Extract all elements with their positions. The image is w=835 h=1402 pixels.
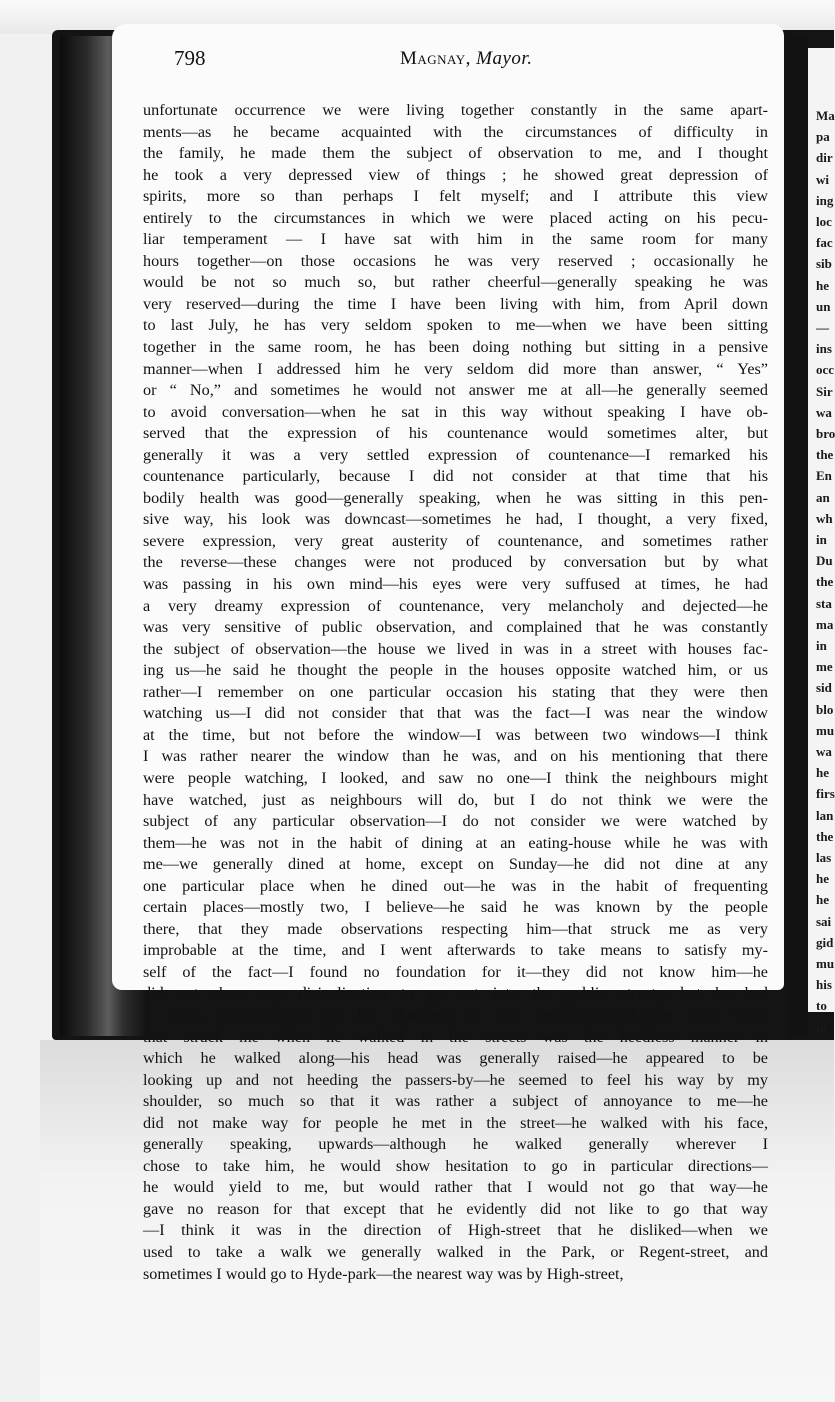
text-line: entirely to the circumstances in which we were placed acting on his pecu- <box>143 208 768 227</box>
text-line: which he walked along—his head was generally raised—he appeared to be <box>143 1049 768 1068</box>
adjacent-page-fragment: un <box>816 298 831 314</box>
adjacent-page-fragment: Sir <box>816 383 833 399</box>
running-head-name: Magnay, <box>400 48 471 69</box>
body-text <box>143 100 768 1285</box>
text-line: shoulder, so much so that it was rather a subject of annoyance to me—he <box>143 1092 768 1111</box>
adjacent-page-fragment: pa <box>816 129 830 145</box>
text-line: a very dreamy expression of countenance, very melancholy and dejected—he <box>143 596 768 615</box>
book-gutter <box>788 36 808 1036</box>
text-line: severe expression, very great austerity of countenance, and sometimes rather <box>143 531 768 550</box>
adjacent-page-fragment: in <box>816 532 827 547</box>
adjacent-page-fragment: mu <box>816 722 835 738</box>
adjacent-page-fragment: sib <box>816 256 832 272</box>
adjacent-page-fragment: wi <box>816 171 829 187</box>
text-line: a great disinclination to be observed in the neighbourhood—the first thing <box>143 1005 768 1024</box>
adjacent-page-fragment: wh <box>816 510 833 526</box>
text-line: were people watching, I looked, and saw no one—I think the neighbours might <box>143 768 768 787</box>
adjacent-page <box>808 48 835 1035</box>
text-line: hours together—on those occasions he was very reserved ; occasionally he <box>143 251 768 270</box>
adjacent-page-fragment: ma <box>816 616 834 632</box>
text-line: was very sensitive of public observation, and complained that he was constantly <box>143 618 768 637</box>
text-line: —I think it was in the direction of High-street that he disliked—when we <box>143 1221 768 1240</box>
adjacent-page-fragment: in <box>816 638 827 653</box>
adjacent-page-fragment: Du <box>816 553 833 569</box>
text-line: improbable at the time, and I went afterwards to take means to satisfy my- <box>143 941 768 960</box>
adjacent-page-fragment: lan <box>816 807 834 823</box>
text-line: unfortunate occurrence we were living together constantly in the same apart- <box>143 101 768 119</box>
adjacent-page-fragment: his <box>816 977 832 993</box>
adjacent-page-fragment: bro <box>816 426 835 441</box>
adjacent-page-fragment: dir <box>816 150 833 166</box>
running-head <box>400 48 532 70</box>
adjacent-page-fragment: to <box>816 1019 827 1035</box>
text-line: together in the same room, he has been doing nothing but sitting in a pensive <box>143 338 768 357</box>
text-line: sive way, his look was downcast—sometimes he had, I thought, a very fixed, <box>143 510 768 529</box>
text-line: that struck me when he walked in the streets was the heedless manner in <box>143 1027 768 1046</box>
adjacent-page-fragment: blo <box>816 701 834 717</box>
text-line: generally speaking, upwards—although he walked generally wherever I <box>143 1135 768 1154</box>
text-line: me—we generally dined at home, except on Sunday—he did not dine at any <box>143 855 768 874</box>
text-line: he would yield to me, but would rather that I would not go that way—he <box>143 1178 768 1197</box>
text-line: was passing in his own mind—his eyes were very suffused at times, he had <box>143 575 768 594</box>
page-number: 798 <box>174 46 206 70</box>
adjacent-page-fragment: wa <box>816 744 832 759</box>
adjacent-page-fragment: an <box>816 489 830 505</box>
adjacent-page-fragment: occ <box>816 362 835 378</box>
text-line: gave no reason for that except that he evidently did not like to go that way <box>143 1199 768 1218</box>
text-line: looking up and not heeding the passers-by—he seemed to feel his way by my <box>143 1070 768 1089</box>
text-line: very reserved—during the time I have been living with him, from April down <box>143 294 768 313</box>
text-line: or “ No,” and sometimes he would not answer me at all—he generally seemed <box>143 381 768 400</box>
text-line: certain places—mostly two, I believe—he said he was known by the people <box>143 898 768 917</box>
adjacent-page-fragment: fac <box>816 235 833 251</box>
adjacent-page-fragment: he <box>816 277 829 293</box>
text-line: did not show any disinclination to go out into the public streets, but he had <box>143 984 768 1003</box>
adjacent-page-fragment: sid <box>816 680 832 696</box>
text-line: one particular place when he dined out—he was in the habit of frequenting <box>143 876 768 895</box>
adjacent-page-fragment: the <box>816 447 834 463</box>
adjacent-page-fragment: En <box>816 468 832 484</box>
text-line: would be not so much so, but rather cheerful—generally speaking he was <box>143 273 768 292</box>
text-line: the subject of observation—the house we lived in was in a street with houses fac- <box>143 639 768 658</box>
adjacent-page-fragment: the <box>816 828 834 844</box>
adjacent-page-fragment: sai <box>816 913 832 929</box>
text-line: chose to take him, he would show hesitation to go in particular directions— <box>143 1156 768 1175</box>
text-line: served that the expression of his countenance would sometimes alter, but <box>143 424 768 443</box>
text-line: countenance particularly, because I did not consider at that time that his <box>143 467 768 486</box>
adjacent-page-fragment: loc <box>816 214 832 229</box>
adjacent-page-fragment: ing <box>816 192 834 208</box>
text-line: at the time, but not before the window—I was between two windows—I think <box>143 725 768 744</box>
adjacent-page-fragment: the <box>816 574 834 590</box>
text-line: ments—as he became acquainted with the circumstances of difficulty in <box>143 122 768 141</box>
text-line: generally it was a very settled expression of countenance—I remarked his <box>143 445 768 464</box>
adjacent-page-fragment: Ma <box>816 108 835 123</box>
adjacent-page-fragment: he <box>816 765 829 781</box>
text-line: there, that they made observations respecting him—that struck me as very <box>143 919 768 938</box>
adjacent-page-fragment: sta <box>816 595 832 611</box>
text-line: bodily health was good—generally speaking, when he was sitting in this pen- <box>143 488 768 507</box>
adjacent-page-fragment: — <box>816 320 829 335</box>
text-line: manner—when I addressed him he very seldom did more than answer, “ Yes” <box>143 359 768 378</box>
text-line: did not make way for people he met in the street—he walked with his face, <box>143 1113 768 1132</box>
adjacent-page-fragment: mu <box>816 956 835 971</box>
text-line: the family, he made them the subject of observation to me, and I thought <box>143 144 768 163</box>
text-line: to avoid conversation—when he sat in this way without speaking I have ob- <box>143 402 768 421</box>
page-header <box>174 46 774 78</box>
text-line: have watched, just as neighbours will do, but I do not think we were the <box>143 790 768 809</box>
text-line: self of the fact—I found no foundation for it—they did not know him—he <box>143 962 768 981</box>
adjacent-page-fragment: las <box>816 850 832 865</box>
text-line: watching us—I did not consider that that was the fact—I was near the window <box>143 704 768 723</box>
adjacent-page-fragment: firs <box>816 786 835 802</box>
adjacent-page-fragment: he <box>816 892 829 908</box>
adjacent-page-fragment: gid <box>816 934 834 950</box>
text-line: sometimes I would go to Hyde-park—the nearest way was by High-street, <box>143 1264 624 1283</box>
text-line: rather—I remember on one particular occasion his stating that they were then <box>143 682 768 701</box>
text-line: subject of any particular observation—I do not consider we were watched by <box>143 812 768 831</box>
text-line: he took a very depressed view of things ; he showed great depression of <box>143 165 768 184</box>
text-line: used to take a walk we generally walked in the Park, or Regent-street, and <box>143 1242 768 1261</box>
adjacent-page-fragment: he <box>816 871 829 887</box>
running-head-title: Mayor. <box>476 48 533 69</box>
text-line: I was rather nearer the window than he was, and on his mentioning that there <box>143 747 768 766</box>
adjacent-page-fragment: wa <box>816 404 832 420</box>
text-line: them—he was not in the habit of dining at an eating-house while he was with <box>143 833 768 852</box>
text-line: to last July, he has very seldom spoken to me—when we have been sitting <box>143 316 768 335</box>
adjacent-page-fragment: me <box>816 659 833 675</box>
adjacent-page-fragment: to <box>816 998 827 1014</box>
text-line: ing us—he said he thought the people in the houses opposite watched him, or us <box>143 661 768 680</box>
text-line: spirits, more so than perhaps I felt myself; and I attribute this view <box>143 187 768 206</box>
adjacent-page-fragment: ins <box>816 341 832 357</box>
text-line: liar temperament — I have sat with him in the same room for many <box>143 230 768 249</box>
text-line: the reverse—these changes were not produced by conversation but by what <box>143 553 768 572</box>
